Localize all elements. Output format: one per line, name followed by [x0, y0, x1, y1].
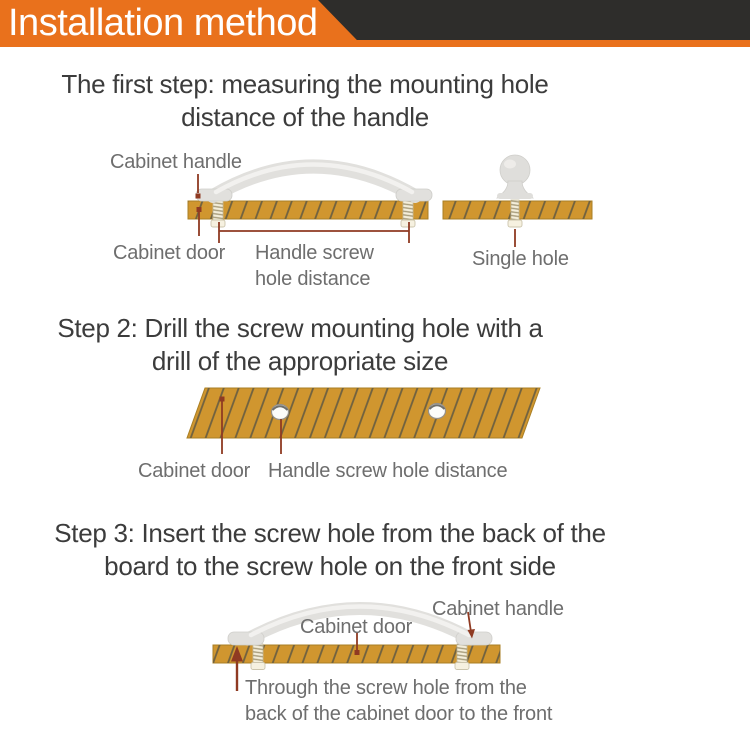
label-screw-hole-distance: Handle screw hole distance	[268, 460, 508, 482]
pointer-dot	[355, 650, 360, 655]
screw	[455, 644, 469, 670]
step3-heading-line1: Step 3: Insert the screw hole from the back of the	[54, 518, 606, 548]
step2-heading-line2: drill of the appropriate size	[151, 346, 449, 376]
screw	[251, 644, 265, 670]
screw	[401, 200, 415, 227]
label-cabinet-handle: Cabinet handle	[432, 598, 564, 620]
pointer-dot	[197, 207, 202, 212]
label-through-screw-hole	[245, 675, 552, 727]
label-through-line2: back of the cabinet door to the front	[245, 703, 553, 725]
label-through-line1: Through the screw hole from the	[245, 677, 527, 699]
pointer-dot	[196, 194, 201, 199]
label-cabinet-door: Cabinet door	[300, 616, 413, 638]
cabinet-door-board-slanted	[187, 388, 540, 438]
label-handle-screw-line2: hole distance	[255, 268, 371, 290]
single-hole-knob	[497, 155, 533, 199]
label-cabinet-door: Cabinet door	[113, 242, 226, 264]
diagram2-step2	[187, 388, 540, 454]
step1-heading-line2: distance of the handle	[181, 102, 429, 132]
cabinet-door-board	[188, 201, 592, 219]
screw	[211, 200, 225, 227]
label-handle-screw-distance	[255, 240, 374, 292]
step3-heading-line2: board to the screw hole on the front side	[104, 551, 556, 581]
step2-heading-line1: Step 2: Drill the screw mounting hole with a	[57, 313, 543, 343]
label-handle-screw-line1: Handle screw	[255, 242, 374, 264]
label-cabinet-handle: Cabinet handle	[110, 151, 242, 173]
diagram1-step1	[188, 155, 592, 247]
drilled-hole	[429, 404, 446, 419]
label-cabinet-door: Cabinet door	[138, 460, 251, 482]
step1-heading-line1: The first step: measuring the mounting hole	[61, 69, 549, 99]
pointer-dot	[220, 397, 225, 402]
page-title: Installation method	[8, 2, 318, 44]
drilled-hole	[272, 405, 289, 420]
label-single-hole: Single hole	[472, 248, 569, 270]
